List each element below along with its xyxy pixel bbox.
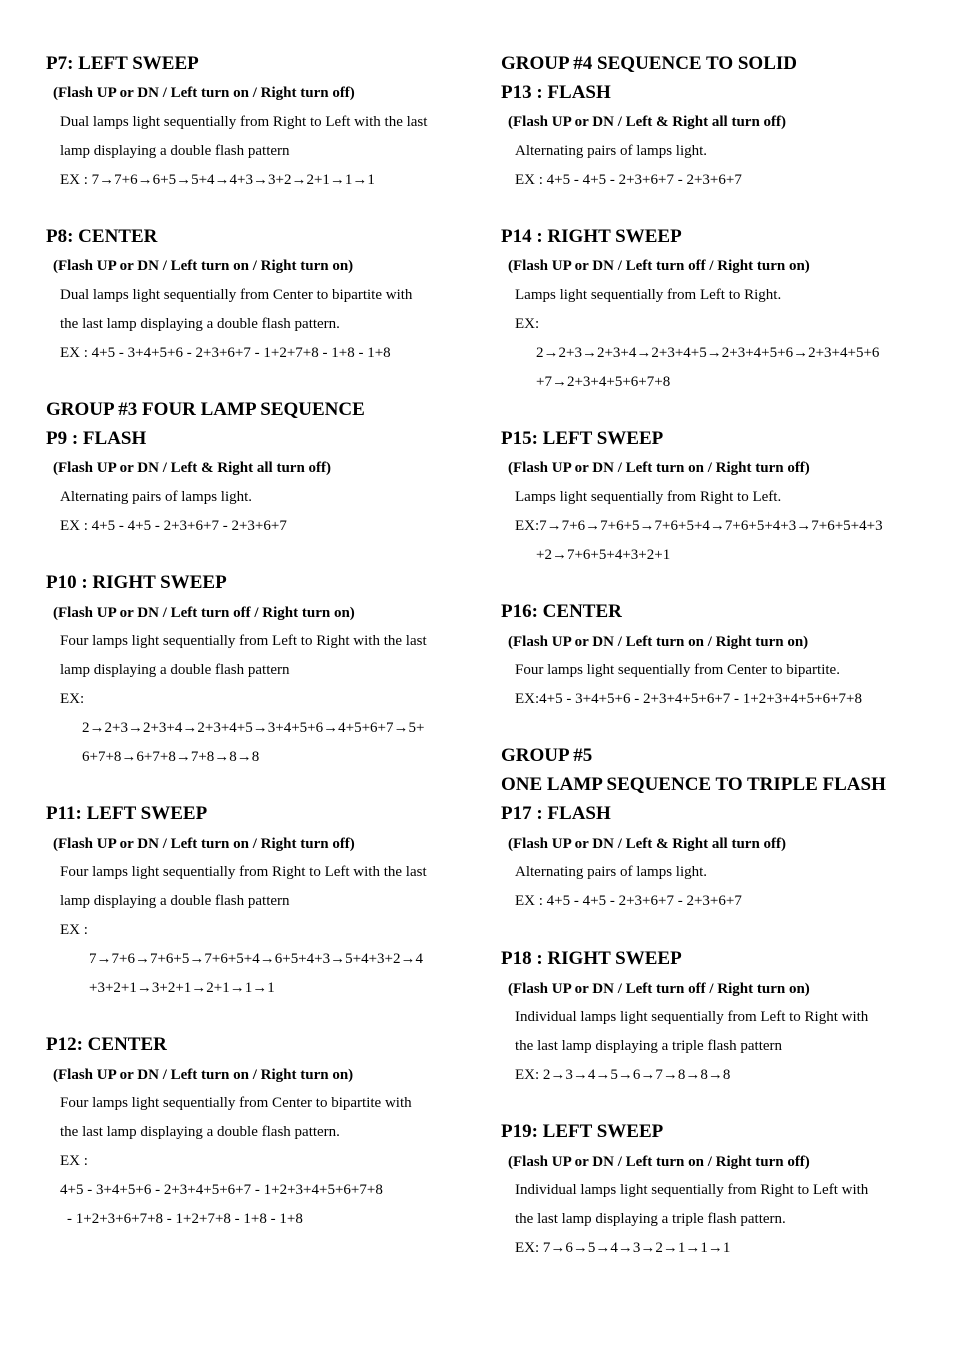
description: Four lamps light sequentially from Center to bipartite with bbox=[60, 1095, 412, 1111]
example: 7→7+6→7+6+5→7+6+5+4→6+5+4+3→5+4+3+2→4 bbox=[89, 951, 424, 967]
example: EX : 4+5 - 3+4+5+6 - 2+3+6+7 - 1+2+7+8 - 1+8 - 1+8 bbox=[60, 345, 391, 361]
description: the last lamp displaying a double flash pattern. bbox=[60, 316, 340, 332]
description: Alternating pairs of lamps light. bbox=[60, 489, 253, 505]
example: EX : 4+5 - 4+5 - 2+3+6+7 - 2+3+6+7 bbox=[515, 893, 742, 909]
description: Four lamps light sequentially from Left to Right with the last bbox=[60, 633, 427, 649]
description: Dual lamps light sequentially from Right to Left with the last bbox=[60, 114, 428, 130]
description: lamp displaying a double flash pattern bbox=[60, 662, 290, 678]
section-heading: P12: CENTER bbox=[46, 1034, 167, 1055]
description: the last lamp displaying a triple flash pattern. bbox=[515, 1211, 786, 1227]
example: 2→2+3→2+3+4→2+3+4+5→3+4+5+6→4+5+6+7→5+ bbox=[82, 720, 425, 736]
description: Lamps light sequentially from Left to Right. bbox=[515, 287, 782, 303]
description: Individual lamps light sequentially from Right to Left with bbox=[515, 1182, 869, 1198]
section-heading: P18 : RIGHT SWEEP bbox=[501, 948, 682, 969]
section-heading: P15: LEFT SWEEP bbox=[501, 428, 664, 449]
mode-note: (Flash UP or DN / Left turn off / Right turn on) bbox=[508, 981, 810, 997]
description: Alternating pairs of lamps light. bbox=[515, 143, 708, 159]
section-heading: P9 : FLASH bbox=[46, 428, 147, 449]
mode-note: (Flash UP or DN / Left turn on / Right turn off) bbox=[508, 460, 810, 476]
section-heading: P7: LEFT SWEEP bbox=[46, 53, 199, 74]
example: 2→2+3→2+3+4→2+3+4+5→2+3+4+5+6→2+3+4+5+6 bbox=[536, 345, 880, 361]
example: EX:4+5 - 3+4+5+6 - 2+3+4+5+6+7 - 1+2+3+4+5+6+7+8 bbox=[515, 691, 862, 707]
mode-note: (Flash UP or DN / Left turn on / Right turn on) bbox=[53, 258, 354, 274]
group-heading: GROUP #5 bbox=[501, 745, 593, 766]
description: Lamps light sequentially from Right to Left. bbox=[515, 489, 782, 505]
description: Four lamps light sequentially from Center to bipartite. bbox=[515, 662, 840, 678]
group-heading: GROUP #4 SEQUENCE TO SOLID bbox=[501, 53, 797, 74]
description: Individual lamps light sequentially from Left to Right with bbox=[515, 1009, 869, 1025]
mode-note: (Flash UP or DN / Left & Right all turn off) bbox=[508, 836, 787, 852]
example-label: EX : bbox=[60, 922, 88, 938]
section-heading: P8: CENTER bbox=[46, 226, 158, 247]
example: 6+7+8→6+7+8→7+8→8→8 bbox=[82, 749, 260, 765]
section-heading: P19: LEFT SWEEP bbox=[501, 1121, 664, 1142]
mode-note: (Flash UP or DN / Left & Right all turn off) bbox=[508, 114, 787, 130]
example: - 1+2+3+6+7+8 - 1+2+7+8 - 1+8 - 1+8 bbox=[67, 1211, 303, 1227]
mode-note: (Flash UP or DN / Left turn on / Right turn off) bbox=[53, 85, 355, 101]
mode-note: (Flash UP or DN / Left & Right all turn off) bbox=[53, 460, 332, 476]
description: lamp displaying a double flash pattern bbox=[60, 893, 290, 909]
example: EX: 7→6→5→4→3→2→1→1→1 bbox=[515, 1240, 731, 1256]
example: +2→7+6+5+4+3+2+1 bbox=[536, 547, 671, 563]
section-heading: P13 : FLASH bbox=[501, 82, 611, 103]
example: EX : 4+5 - 4+5 - 2+3+6+7 - 2+3+6+7 bbox=[60, 518, 287, 534]
section-heading: P17 : FLASH bbox=[501, 803, 611, 824]
description: Dual lamps light sequentially from Center to bipartite with bbox=[60, 287, 413, 303]
mode-note: (Flash UP or DN / Left turn off / Right turn on) bbox=[53, 605, 355, 621]
mode-note: (Flash UP or DN / Left turn on / Right turn on) bbox=[53, 1067, 354, 1083]
example: +3+2+1→3+2+1→2+1→1→1 bbox=[89, 980, 275, 996]
mode-note: (Flash UP or DN / Left turn on / Right turn off) bbox=[53, 836, 355, 852]
example: +7→2+3+4+5+6+7+8 bbox=[536, 374, 671, 390]
example-label: EX : bbox=[60, 1153, 88, 1169]
example: EX: 2→3→4→5→6→7→8→8→8 bbox=[515, 1067, 731, 1083]
description: the last lamp displaying a double flash pattern. bbox=[60, 1124, 340, 1140]
group-subheading: ONE LAMP SEQUENCE TO TRIPLE FLASH bbox=[501, 774, 886, 795]
description: Four lamps light sequentially from Right to Left with the last bbox=[60, 864, 427, 880]
description: Alternating pairs of lamps light. bbox=[515, 864, 708, 880]
mode-note: (Flash UP or DN / Left turn on / Right turn off) bbox=[508, 1154, 810, 1170]
description: lamp displaying a double flash pattern bbox=[60, 143, 290, 159]
section-heading: P14 : RIGHT SWEEP bbox=[501, 226, 682, 247]
example: EX : 7→7+6→6+5→5+4→4+3→3+2→2+1→1→1 bbox=[60, 172, 375, 188]
example: 4+5 - 3+4+5+6 - 2+3+4+5+6+7 - 1+2+3+4+5+6+7+8 bbox=[60, 1182, 383, 1198]
example: EX:7→7+6→7+6+5→7+6+5+4→7+6+5+4+3→7+6+5+4+3 bbox=[515, 518, 883, 534]
example-label: EX: bbox=[60, 691, 85, 707]
section-heading: P16: CENTER bbox=[501, 601, 622, 622]
mode-note: (Flash UP or DN / Left turn off / Right turn on) bbox=[508, 258, 810, 274]
section-heading: P11: LEFT SWEEP bbox=[46, 803, 208, 824]
example: EX : 4+5 - 4+5 - 2+3+6+7 - 2+3+6+7 bbox=[515, 172, 742, 188]
description: the last lamp displaying a triple flash pattern bbox=[515, 1038, 783, 1054]
section-heading: P10 : RIGHT SWEEP bbox=[46, 572, 227, 593]
mode-note: (Flash UP or DN / Left turn on / Right turn on) bbox=[508, 634, 809, 650]
example-label: EX: bbox=[515, 316, 540, 332]
group-heading: GROUP #3 FOUR LAMP SEQUENCE bbox=[46, 399, 365, 420]
